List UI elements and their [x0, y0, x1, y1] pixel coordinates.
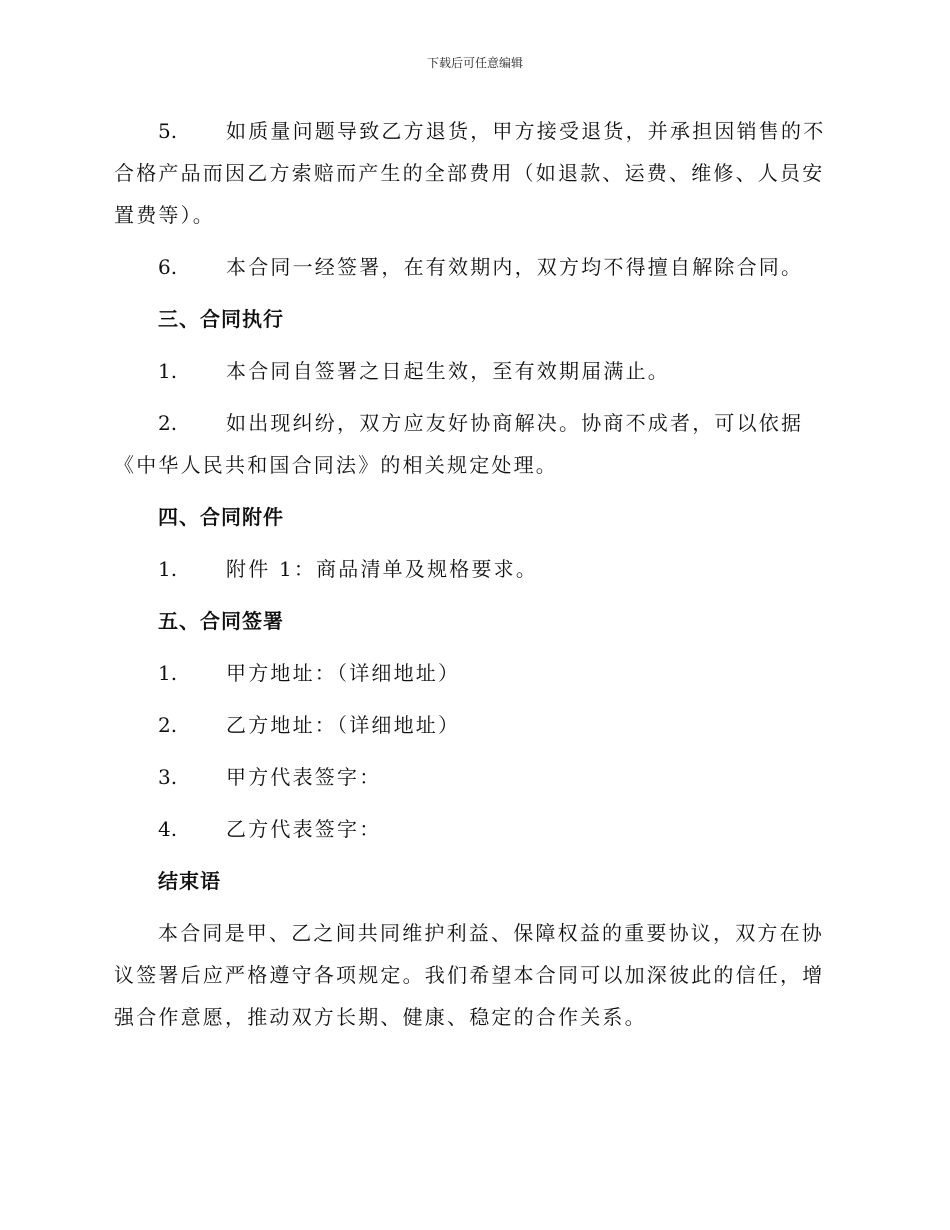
- clause-text: 本合同自签署之日起生效，至有效期届满止。: [226, 359, 670, 383]
- clause-5-4: [114, 808, 834, 850]
- clause-2-5: [114, 110, 834, 236]
- clause-text: 如出现纠纷，双方应友好协商解决。协商不成者，可以依据《中华人民共和国合同法》的相关规定处理。: [114, 411, 804, 477]
- section-heading-signing: 五、合同签署: [158, 609, 284, 633]
- clause-number: 2.: [158, 411, 178, 435]
- clause-text: 甲方代表签字：: [226, 765, 382, 789]
- clause-number: 6.: [158, 255, 178, 279]
- clause-3-1: [114, 350, 834, 392]
- section-heading-execution: 三、合同执行: [158, 307, 284, 331]
- clause-text: 附件 1：商品清单及规格要求。: [226, 557, 539, 581]
- page-header: 下载后可任意编辑: [426, 56, 523, 70]
- clause-number: 5.: [158, 119, 178, 143]
- clause-5-1: [114, 652, 834, 694]
- clause-5-3: [114, 756, 834, 798]
- clause-text: 甲方地址：（详细地址）: [226, 661, 461, 685]
- clause-number: 1.: [158, 557, 178, 581]
- clause-number: 2.: [158, 713, 178, 737]
- document-body: [114, 110, 834, 1048]
- clause-3-2: [114, 402, 834, 486]
- clause-text: 本合同一经签署，在有效期内，双方均不得擅自解除合同。: [226, 255, 804, 279]
- clause-4-1: [114, 548, 834, 590]
- clause-5-2: [114, 704, 834, 746]
- clause-number: 3.: [158, 765, 178, 789]
- clause-text: 乙方地址：（详细地址）: [226, 713, 461, 737]
- clause-number: 1.: [158, 661, 178, 685]
- clause-number: 4.: [158, 817, 178, 841]
- clause-2-6: [114, 246, 834, 288]
- clause-text: 如质量问题导致乙方退货，甲方接受退货，并承担因销售的不合格产品而因乙方索赔而产生的全部费用（如退款、运费、维修、人员安置费等）。: [114, 119, 826, 227]
- section-heading-conclusion: 结束语: [158, 869, 221, 893]
- section-heading-attachments: 四、合同附件: [158, 505, 284, 529]
- clause-text: 乙方代表签字：: [226, 817, 382, 841]
- clause-number: 1.: [158, 359, 178, 383]
- conclusion-paragraph: 本合同是甲、乙之间共同维护利益、保障权益的重要协议，双方在协议签署后应严格遵守各项规定。我们希望本合同可以加深彼此的信任，增强合作意愿，推动双方长期、健康、稳定的合作关系。: [114, 921, 825, 1029]
